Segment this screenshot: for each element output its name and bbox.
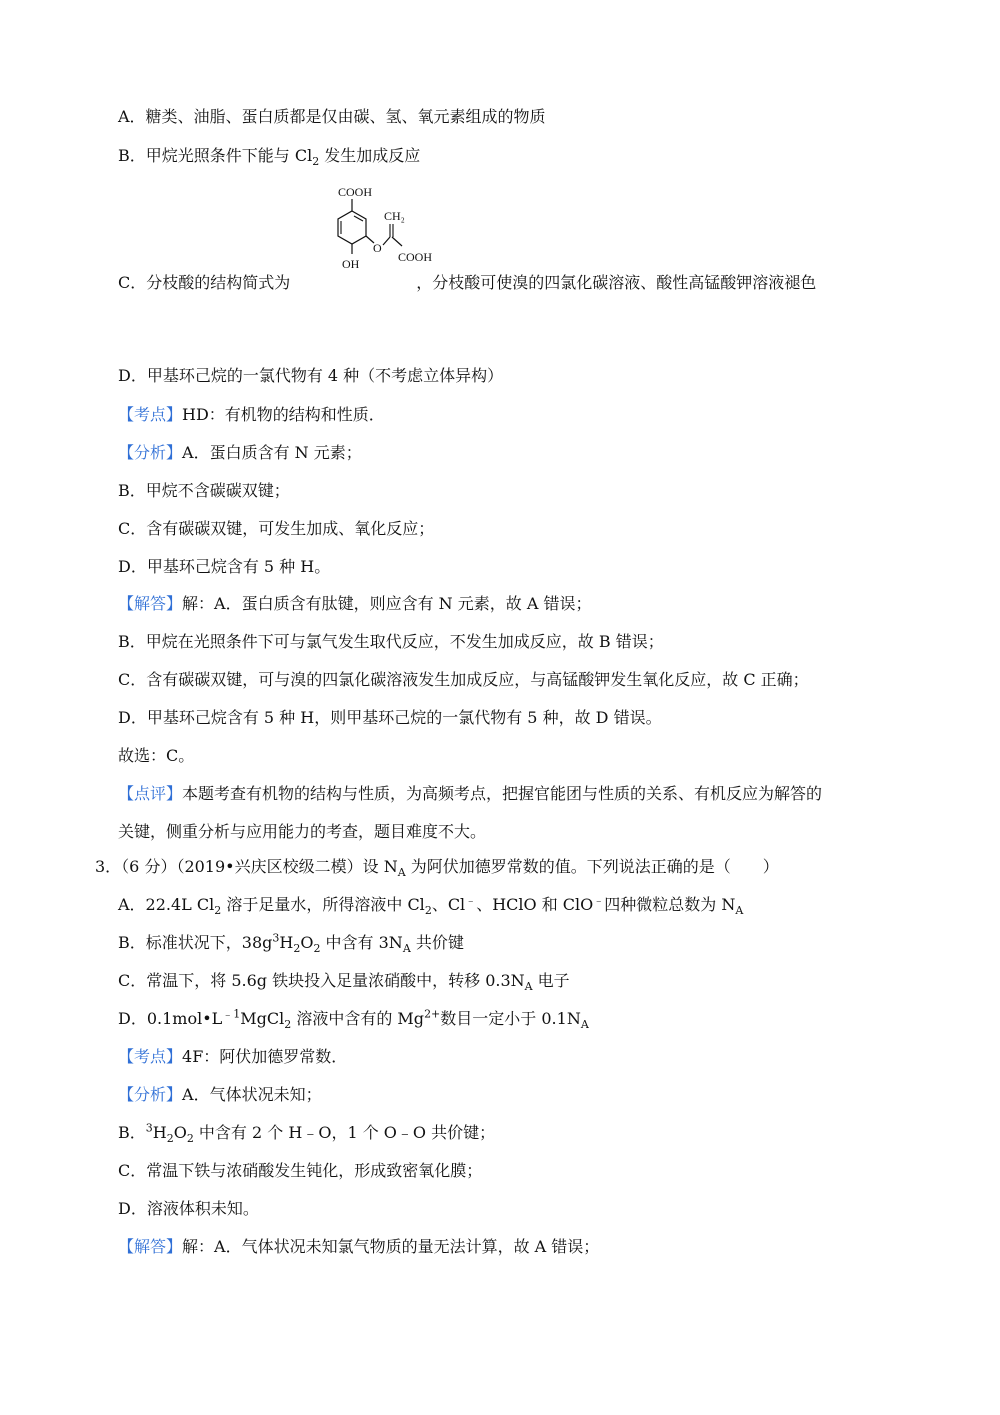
structure-label-cooh-top: COOH <box>338 185 373 199</box>
q2-kaodian: 【考点】HD：有机物的结构和性质． <box>118 405 385 424</box>
q2-jieda-a: 【解答】解：A．蛋白质含有肽键，则应含有 N 元素，故 A 错误； <box>118 594 592 613</box>
structure-label-ch2: CH₂ <box>384 209 405 223</box>
q2-fenxi-a: 【分析】A．蛋白质含有 N 元素； <box>118 443 362 462</box>
jieda-tag: 【解答】 <box>118 594 183 613</box>
q2-answer: 故选：C。 <box>118 746 195 765</box>
fenxi-tag: 【分析】 <box>118 443 183 462</box>
q2-option-c: C．分枝酸的结构简式为 ，分枝酸可使溴的四氯化碳溶液、酸性高锰酸钾溶液褪色 <box>118 273 817 292</box>
q2-fenxi-d: D．甲基环己烷含有 5 种 H。 <box>118 557 331 576</box>
q2-dianping-cont: 关键，侧重分析与应用能力的考查，题目难度不大。 <box>118 822 487 841</box>
q2-fenxi-b: B．甲烷不含碳碳双键； <box>118 481 290 500</box>
q2-dianping: 【点评】本题考查有机物的结构与性质，为高频考点，把握官能团与性质的关系、有机反应为解答的 <box>118 784 823 803</box>
branching-acid-structure <box>322 180 442 280</box>
q3-option-a: A．22.4L $Cl_2$ 溶于足量水，所得溶液中 $Cl_2$、Cl﹣、HClO 和 ClO﹣四种微粒总数为 $N_A$ <box>118 893 744 918</box>
structure-label-cooh-right: COOH <box>398 250 433 264</box>
dianping-tag: 【点评】 <box>118 784 183 803</box>
structure-label-o: O <box>373 241 382 255</box>
q2-fenxi-c: C．含有碳碳双键，可发生加成、氧化反应； <box>118 519 435 538</box>
q3-kaodian-tag: 【考点】 <box>118 1047 183 1066</box>
q3-jieda: 【解答】解：A．气体状况未知氯气物质的量无法计算，故 A 错误； <box>118 1237 600 1256</box>
q2-option-d: D．甲基环己烷的一氯代物有 4 种（不考虑立体异构） <box>118 366 504 385</box>
q3-kaodian: 【考点】4F：阿伏加德罗常数． <box>118 1047 348 1066</box>
q3-option-d: D．$0.1mol•L^{﹣1}MgCl_2$ 溶液中含有的 $Mg^{2+}$数目一定小于 $0.1N_A$ <box>118 1007 589 1032</box>
q2-option-a: A．糖类、油脂、蛋白质都是仅由碳、氢、氧元素组成的物质 <box>118 107 546 126</box>
q3-fenxi-b: B．$^3H_2O_2$ 中含有 2 个 H﹣O，1 个 O﹣O 共价键； <box>118 1121 496 1146</box>
q2-jieda-d: D．甲基环己烷含有 5 种 H，则甲基环己烷的一氯代物有 5 种，故 D 错误。 <box>118 708 662 727</box>
kaodian-tag: 【考点】 <box>118 405 183 424</box>
structure-label-oh: OH <box>342 257 360 271</box>
q3-option-c: C．常温下，将 5.6g 铁块投入足量浓硝酸中，转移 $0.3N_A$ 电子 <box>118 971 570 994</box>
q3-option-b: B．标准状况下，$38g^3H_2O_2$ 中含有 $3N_A$ 共价键 <box>118 931 464 956</box>
q2-jieda-c: C．含有碳碳双键，可与溴的四氯化碳溶液发生加成反应，与高锰酸钾发生氧化反应，故 C 正确； <box>118 670 809 689</box>
q3-fenxi-tag: 【分析】 <box>118 1085 183 1104</box>
q3-fenxi-c: C．常温下铁与浓硝酸发生钝化，形成致密氧化膜； <box>118 1161 483 1180</box>
q2-option-b: B．甲烷光照条件下能与 $Cl_2$ 发生加成反应 <box>118 146 421 169</box>
q2-jieda-b: B．甲烷在光照条件下可与氯气发生取代反应，不发生加成反应，故 B 错误； <box>118 632 664 651</box>
q3-jieda-tag: 【解答】 <box>118 1237 183 1256</box>
q3-fenxi-a: 【分析】A．气体状况未知； <box>118 1085 322 1104</box>
q3-fenxi-d: D．溶液体积未知。 <box>118 1199 259 1218</box>
q3-stem: 3．（6 分）（2019•兴庆区校级二模）设 $N_A$ 为阿伏加德罗常数的值。下列说法正确的是（ ） <box>95 857 779 880</box>
